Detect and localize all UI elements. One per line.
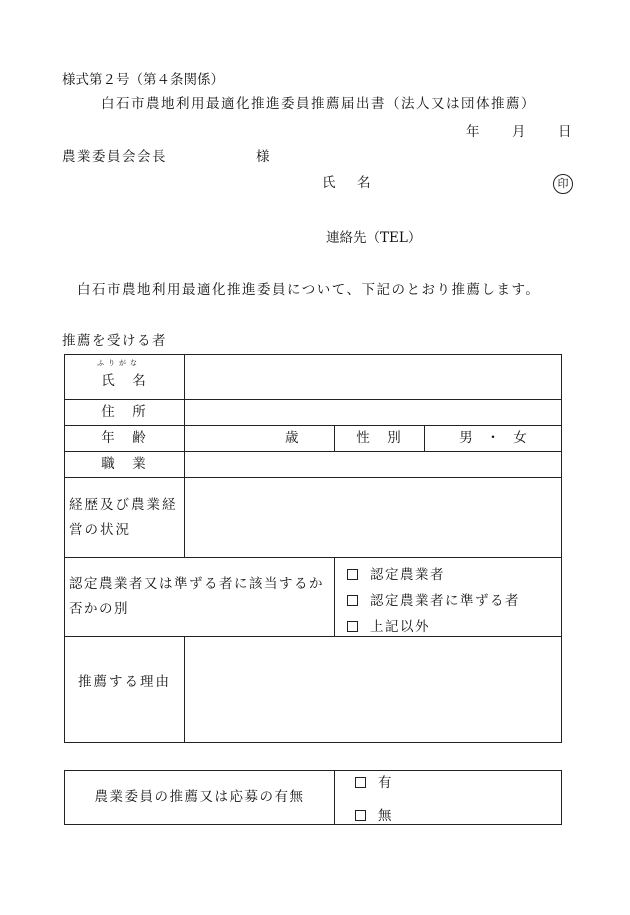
seal-mark: 印 [553, 174, 573, 194]
addressee-honorific: 様 [256, 149, 270, 165]
age-field[interactable] [185, 426, 335, 452]
career-field[interactable] [185, 478, 562, 558]
furigana-label: ふりがな [97, 359, 141, 367]
form-number: 様式第２号（第４条関係） [62, 72, 224, 88]
checkbox-icon [347, 621, 358, 632]
reason-label: 推薦する理由 [65, 637, 185, 743]
applicant-name-label: 氏 名 [322, 175, 375, 191]
checkbox-icon [347, 595, 358, 606]
address-field[interactable] [185, 400, 562, 426]
occupation-field[interactable] [185, 452, 562, 478]
career-label: 経歴及び農業経営の状況 [65, 478, 185, 558]
checkbox-icon [355, 810, 366, 821]
statement: 白石市農地利用最適化推進委員について、下記のとおり推薦します。 [77, 282, 541, 298]
sex-options[interactable]: 男 ・ 女 [425, 426, 562, 452]
nominee-table [64, 354, 562, 743]
option-certified-equiv[interactable]: 認定農業者に準ずる者 [347, 595, 520, 609]
name-label: 氏 名 [101, 373, 148, 390]
reason-field[interactable] [185, 637, 562, 743]
age-label: 年 齢 [65, 426, 185, 452]
certified-options-cell [335, 558, 562, 637]
age-unit: 歳 [285, 429, 299, 446]
checkbox-icon [347, 569, 358, 580]
option-yes[interactable]: 有 [355, 777, 393, 791]
recommendation-label: 農業委員の推薦又は応募の有無 [65, 771, 335, 825]
date-day: 日 [558, 124, 572, 140]
option-certified[interactable]: 認定農業者 [347, 569, 445, 583]
addressee-label: 農業委員会会長 [62, 149, 167, 165]
address-label: 住 所 [65, 400, 185, 426]
occupation-label: 職 業 [65, 452, 185, 478]
name-field[interactable] [185, 355, 562, 400]
recommendation-options [335, 771, 562, 825]
option-no[interactable]: 無 [355, 810, 393, 824]
date-year: 年 [466, 124, 480, 140]
section-title: 推薦を受ける者 [62, 333, 167, 349]
date-month: 月 [512, 124, 526, 140]
sex-label: 性 別 [335, 426, 425, 452]
name-label-cell [65, 355, 185, 400]
document-title: 白石市農地利用最適化推進委員推薦届出書（法人又は団体推薦） [101, 96, 536, 112]
recommendation-table [64, 770, 562, 825]
certified-question: 認定農業者又は準ずる者に該当するか否かの別 [65, 558, 335, 637]
checkbox-icon [355, 777, 366, 788]
contact-label: 連絡先（TEL） [326, 230, 422, 246]
option-other[interactable]: 上記以外 [347, 621, 430, 635]
